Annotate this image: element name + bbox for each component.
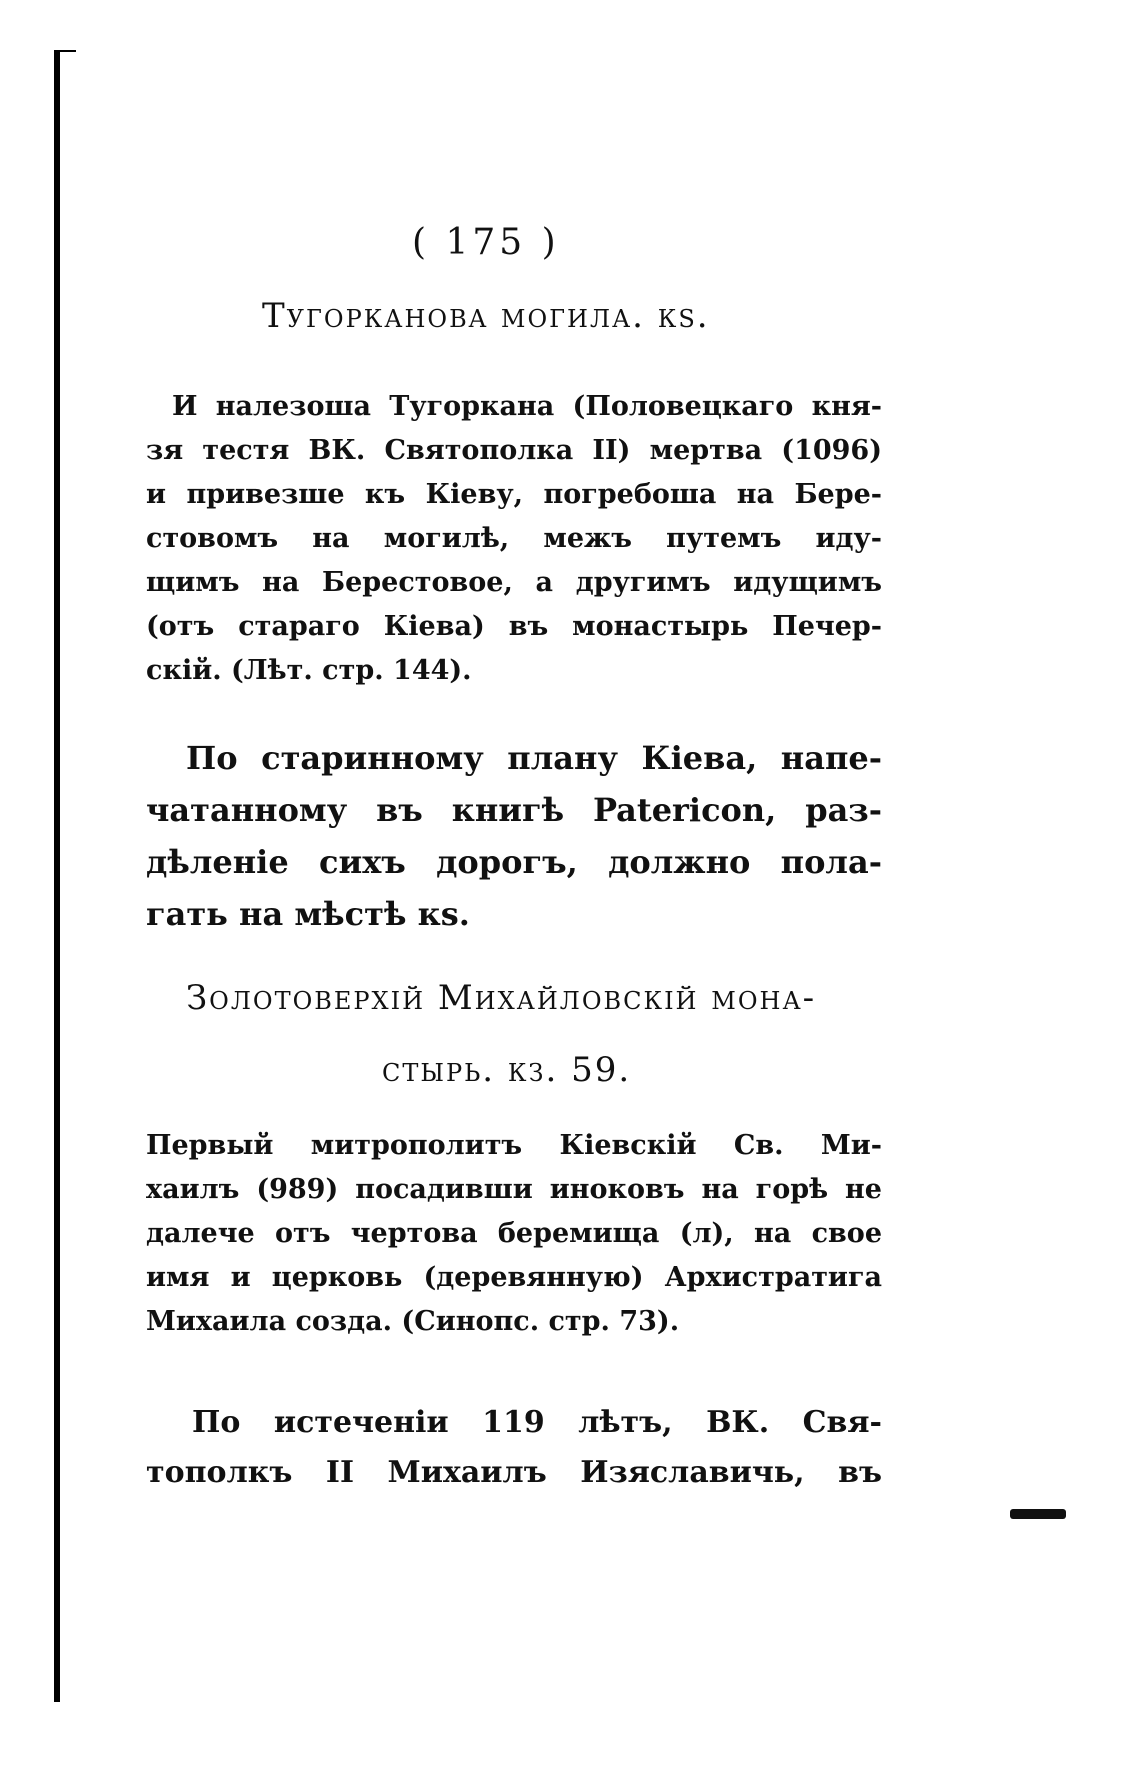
- page-number: ( 175 ): [412, 222, 560, 263]
- text-line: дѣленіе сихъ дорогъ, должно пола-: [146, 843, 882, 881]
- text-line: щимъ на Берестовое, а другимъ идущимъ: [146, 567, 882, 598]
- text-line: скій. (Лѣт. стр. 144).: [146, 655, 472, 686]
- section-heading-mikhailovsky-cont: стырь. кз. 59.: [382, 1050, 632, 1090]
- corner-mark: [54, 50, 76, 52]
- text-line: зя тестя ВК. Святополка II) мертва (1096): [146, 435, 882, 466]
- text-line: Первый митрополитъ Кіевскій Св. Ми-: [146, 1130, 882, 1161]
- text-line: гать на мѣстѣ кѕ.: [146, 895, 470, 933]
- section-heading-mikhailovsky: Золотоверхій Михайловскій мона-: [186, 978, 817, 1018]
- text-line: стовомъ на могилѣ, межъ путемъ иду-: [146, 523, 882, 554]
- binding-edge: [54, 52, 60, 1702]
- text-line: хаилъ (989) посадивши иноковъ на горѣ не: [146, 1174, 882, 1205]
- text-line: По старинному плану Кіева, напе-: [186, 739, 882, 777]
- text-line: тополкъ II Михаилъ Изяславичь, въ: [146, 1455, 882, 1490]
- text-line: По истеченіи 119 лѣтъ, ВК. Свя-: [192, 1405, 882, 1440]
- paragraph-metropolitan: [146, 1124, 882, 1344]
- section-heading-tugorkanova: Тугоркановa могила. кѕ.: [262, 296, 710, 336]
- paragraph-tugorkan: [146, 385, 882, 693]
- paragraph-old-plan: [146, 732, 882, 940]
- paragraph-119-years: [146, 1398, 882, 1498]
- text-line: Михаила созда. (Синопс. стр. 73).: [146, 1306, 680, 1337]
- text-line: И налезоша Тугоркана (Половецкаго кня-: [172, 391, 882, 422]
- text-line: далече отъ чертова беремища (л), на свое: [146, 1218, 882, 1249]
- ink-dash: [1010, 1509, 1066, 1519]
- text-line: имя и церковь (деревянную) Архистратига: [146, 1262, 882, 1293]
- text-line: чатанному въ книгѣ Patericon, раз-: [146, 791, 882, 829]
- text-line: (отъ стараго Кіева) въ монастырь Печер-: [146, 611, 882, 642]
- text-line: и привезше къ Кіеву, погребоша на Бере-: [146, 479, 882, 510]
